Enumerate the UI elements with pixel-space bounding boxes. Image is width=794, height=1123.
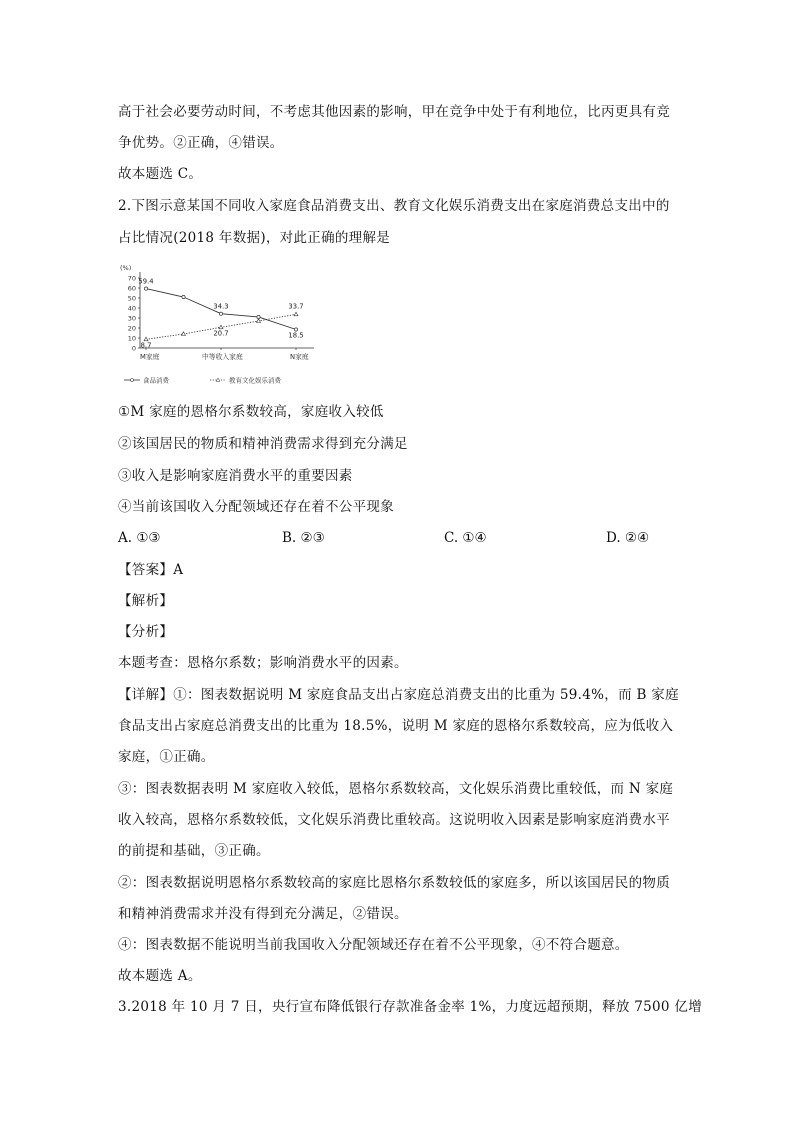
chart-svg xyxy=(118,262,318,392)
x-tick-label: 中等收入家庭 xyxy=(202,353,243,361)
option-c: C. ①④ xyxy=(444,530,487,546)
data-label: 18.5 xyxy=(288,331,304,340)
data-label: 20.7 xyxy=(213,329,229,338)
text-line: ②：图表数据说明恩格尔系数较高的家庭比恩格尔系数较低的家庭多，所以该国居民的物质 xyxy=(118,875,670,891)
legend-education-label: 教育文化娱乐消费 xyxy=(229,376,281,385)
legend-education-marker xyxy=(216,378,220,381)
text-line: 收入较高，恩格尔系数较低，文化娱乐消费比重较高。这说明收入因素是影响家庭消费水平 xyxy=(118,812,670,828)
text-line: 家庭，①正确。 xyxy=(118,749,215,765)
y-tick-label: 20 xyxy=(127,324,136,333)
data-label: 59.4 xyxy=(138,277,154,286)
text-line: 本题考查：恩格尔系数；影响消费水平的因素。 xyxy=(118,655,408,671)
text-line: 高于社会必要劳动时间，不考虑其他因素的影响，甲在竞争中处于有利地位，比丙更具有竞 xyxy=(118,104,670,120)
y-tick-label: 0 xyxy=(131,344,136,353)
data-label: 34.3 xyxy=(213,302,229,311)
text-line: 争优势。②正确，④错误。 xyxy=(118,135,284,151)
question-2-stem: 占比情况(2018 年数据)，对此正确的理解是 xyxy=(118,230,391,246)
question-3-stem: 3.2018 年 10 月 7 日，央行宣布降低银行存款准备金率 1%，力度远超预期，释放 7500 亿增 xyxy=(118,999,703,1015)
analysis-label: 【解析】 xyxy=(118,593,174,609)
answer-label: 【答案】A xyxy=(118,562,184,578)
text-line: ④：图表数据不能说明当前我国收入分配领域还存在着不公平现象，④不符合题意。 xyxy=(118,937,629,953)
text-line: 和精神消费需求并没有得到充分满足，②错误。 xyxy=(118,906,408,922)
data-point-food xyxy=(144,287,147,290)
option-b: B. ②③ xyxy=(282,530,325,546)
data-point-food xyxy=(219,312,222,315)
text-line: ③：图表数据表明 M 家庭收入较低，恩格尔系数较高，文化娱乐消费比重较低，而 N 家庭 xyxy=(118,781,674,797)
data-label: 8.7 xyxy=(140,341,152,350)
statement-4: ④当前该国收入分配领域还存在着不公平现象 xyxy=(118,499,394,515)
data-point-education xyxy=(182,332,186,336)
data-point-education xyxy=(294,312,298,316)
x-tick-label: N家庭 xyxy=(290,353,309,361)
fenxi-label: 【分析】 xyxy=(118,624,174,640)
statement-3: ③收入是影响家庭消费水平的重要因素 xyxy=(118,468,353,484)
y-tick-label: 70 xyxy=(127,274,136,283)
data-label: 33.7 xyxy=(288,302,304,311)
y-tick-label: 50 xyxy=(127,294,136,303)
y-tick-label: 30 xyxy=(127,314,136,323)
question-2-stem: 2.下图示意某国不同收入家庭食品消费支出、教育文化娱乐消费支出在家庭消费总支出中的 xyxy=(118,198,670,214)
data-point-education xyxy=(257,319,261,323)
y-tick-label: 10 xyxy=(127,334,136,343)
data-point-food xyxy=(182,295,185,298)
x-tick-label: M家庭 xyxy=(140,353,160,361)
y-tick-label: 60 xyxy=(127,284,136,293)
text-line: 食品支出占家庭总消费支出的比重为 18.5%，说明 M 家庭的恩格尔系数较高，应为低收入 xyxy=(118,718,674,734)
line-chart xyxy=(118,262,318,392)
data-point-food xyxy=(257,315,260,318)
text-line: 故本题选 A。 xyxy=(118,968,202,984)
data-point-education xyxy=(144,337,148,341)
text-line: 故本题选 C。 xyxy=(118,166,203,182)
statement-1: ①M 家庭的恩格尔系数较高，家庭收入较低 xyxy=(118,404,384,420)
y-tick-label: 40 xyxy=(127,304,136,313)
statement-2: ②该国居民的物质和精神消费需求得到充分满足 xyxy=(118,436,408,452)
data-point-education xyxy=(219,325,223,329)
text-line: 【详解】①：图表数据说明 M 家庭食品支出占家庭总消费支出的比重为 59.4%，而 B 家庭 xyxy=(118,687,679,703)
option-d: D. ②④ xyxy=(606,530,650,546)
legend-food-marker xyxy=(131,379,134,382)
option-a: A. ①③ xyxy=(118,530,161,546)
y-axis-label: (%) xyxy=(120,264,132,272)
text-line: 的前提和基础，③正确。 xyxy=(118,843,270,859)
legend-food-label: 食品消费 xyxy=(143,376,169,385)
